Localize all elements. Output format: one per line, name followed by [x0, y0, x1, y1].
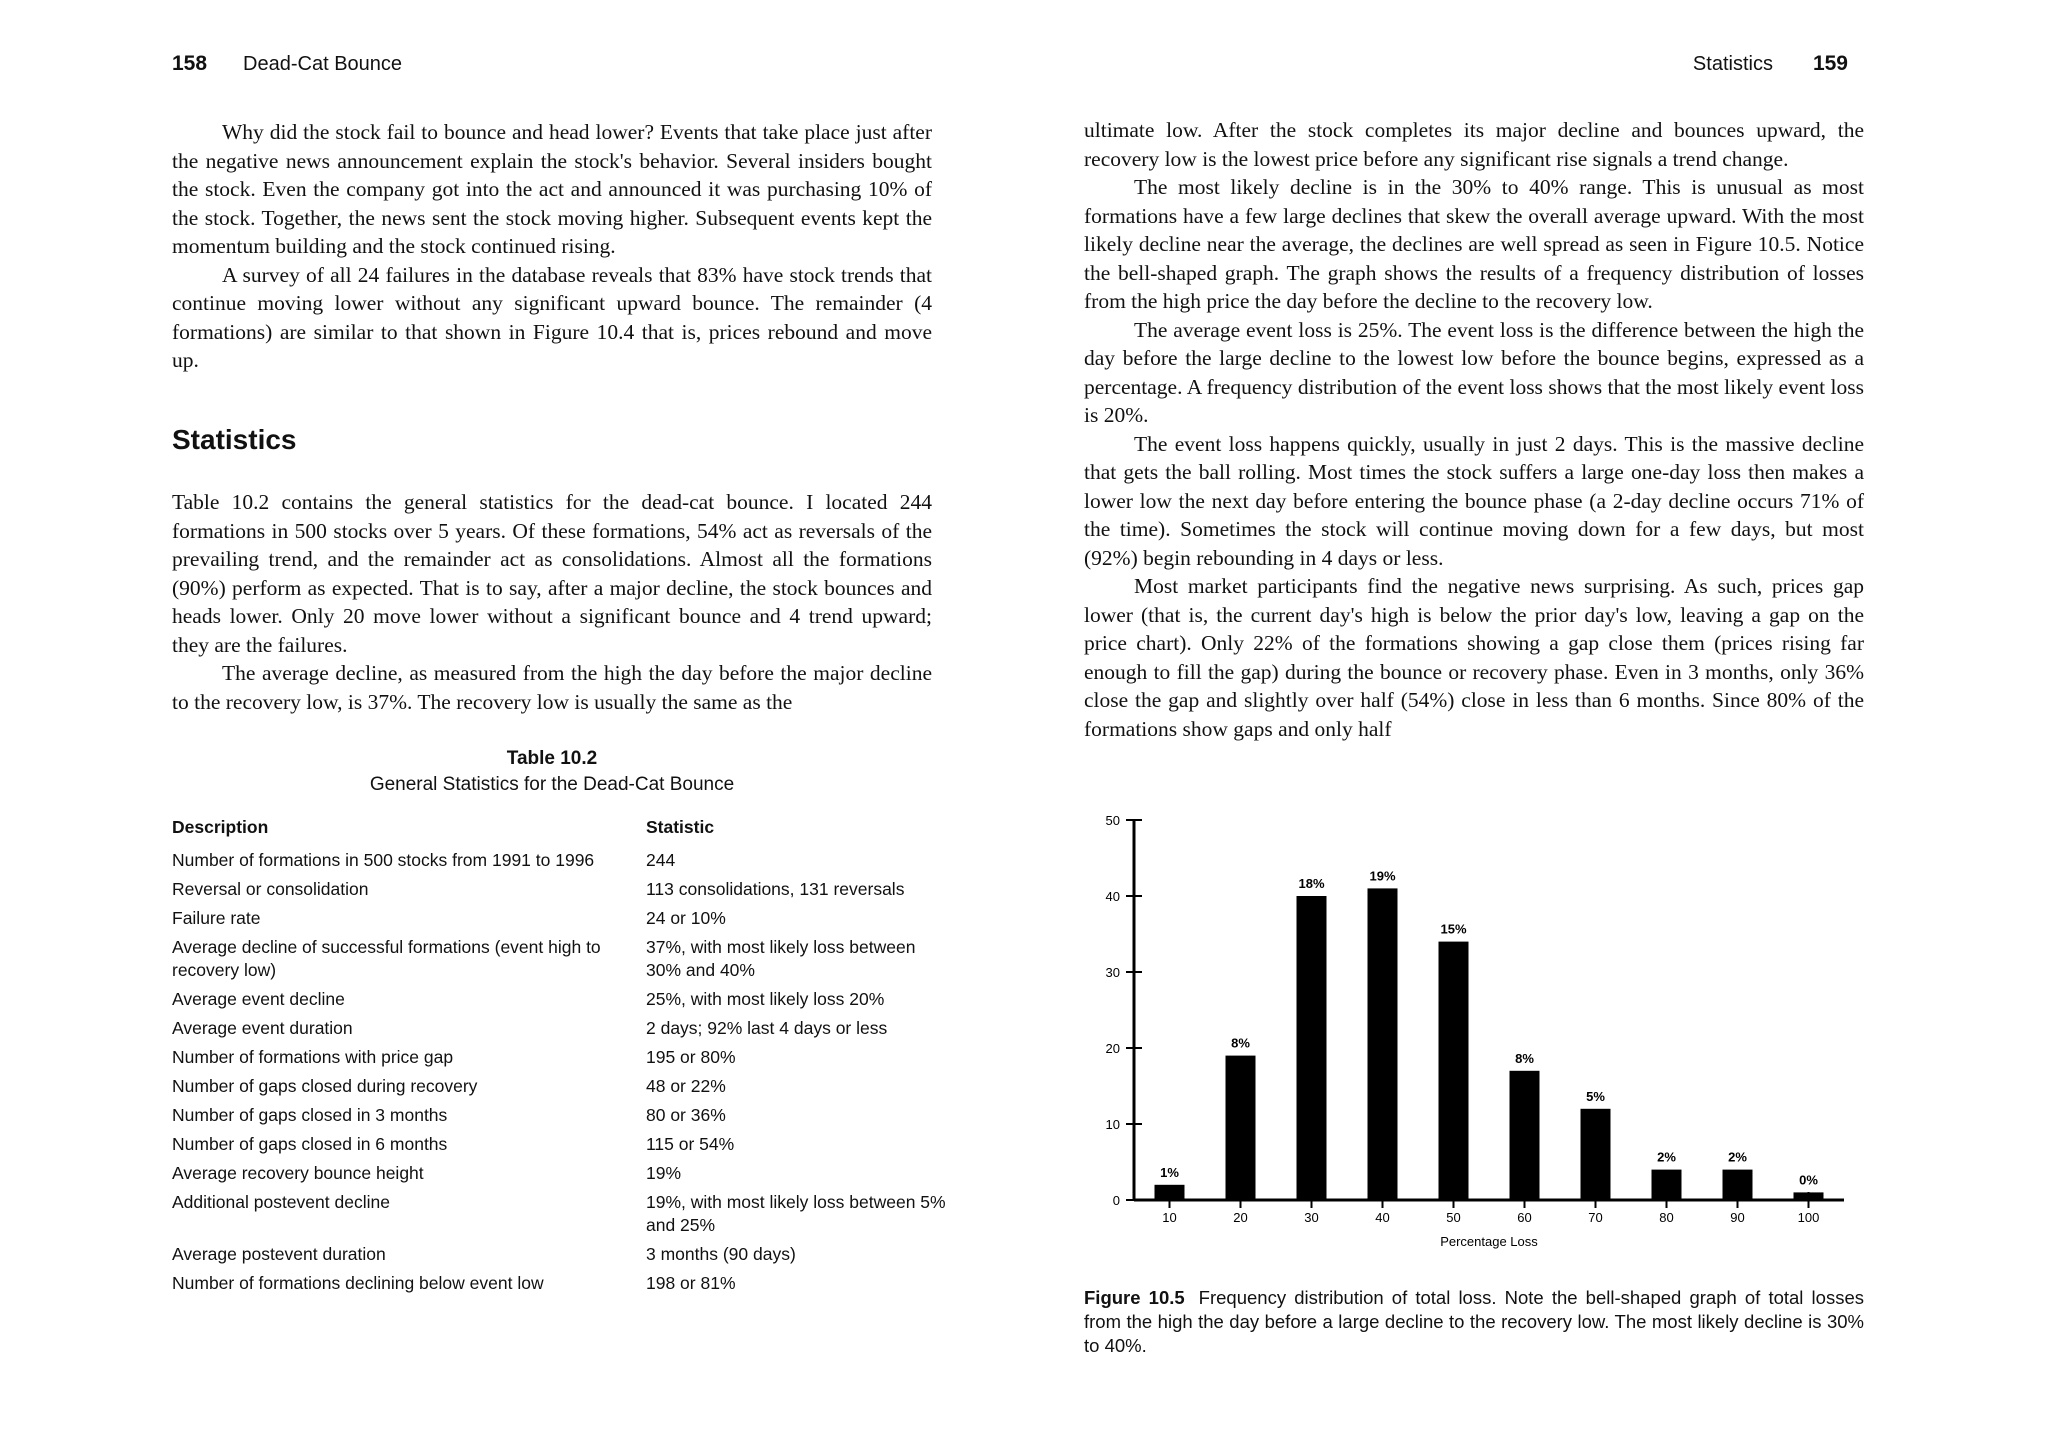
table-title: General Statistics for the Dead-Cat Bounce [369, 774, 735, 795]
row-description: Average event decline [172, 989, 345, 1009]
x-tick-label: 10 [1162, 1210, 1177, 1225]
data-label: 8% [1231, 1035, 1250, 1051]
row-statistic: 19%, with most likely loss between 5% and 25% [646, 1192, 946, 1235]
statistics-table [172, 816, 952, 1301]
paragraph: A survey of all 24 failures in the database reveals that 83% have stock trends that continue moving lower without any significant upward bounce. The remainder (4 formations) are similar to that shown in Figure 10.4 that is, prices rebound and move up. [172, 262, 932, 372]
row-description: Reversal or consolidation [172, 879, 369, 899]
statistics-text [172, 488, 932, 716]
row-statistic: 3 months (90 days) [646, 1244, 796, 1264]
bar [1581, 1109, 1611, 1200]
row-statistic: 80 or 36% [646, 1105, 726, 1125]
row-description: Number of formations declining below event low [172, 1273, 544, 1293]
x-axis-title: Percentage Loss [1440, 1234, 1538, 1249]
column-header-description: Description [172, 817, 269, 837]
bar-chart [1074, 800, 1874, 1260]
row-statistic: 115 or 54% [646, 1134, 735, 1154]
row-statistic: 195 or 80% [646, 1047, 736, 1067]
y-tick-label: 10 [1105, 1117, 1120, 1132]
table-row [172, 907, 952, 930]
right-running-head [1693, 52, 1848, 76]
right-page [1024, 0, 2048, 1448]
bar [1226, 1056, 1256, 1200]
row-statistic: 37%, with most likely loss between 30% and 40% [646, 937, 916, 980]
table-row [172, 1162, 952, 1185]
y-tick-label: 20 [1105, 1041, 1120, 1056]
right-running-title: Statistics [1692, 53, 1773, 75]
x-tick-label: 90 [1730, 1210, 1745, 1225]
row-statistic: 113 consolidations, 131 reversals [646, 879, 905, 899]
data-label: 2% [1728, 1149, 1747, 1165]
right-body-text [1084, 116, 1864, 743]
figure-caption [1084, 1286, 1864, 1358]
paragraph: Most market participants find the negative news surprising. As such, prices gap lower (that is, the current day's high is below the prior day's low, leaving a gap on the price chart). Only 22% of the formations showing a gap close them (prices rising far enough to fill the gap) during the bounce or recovery phase. Even in 3 months, only 36% close the gap and slightly over half (54%) close in less than 6 months. Since 80% of the formations show gaps and only half [1084, 574, 1864, 741]
bar [1439, 942, 1469, 1200]
frequency-distribution-figure [1074, 800, 1874, 1260]
table-row [172, 1017, 952, 1040]
row-statistic: 198 or 81% [646, 1273, 736, 1293]
bar [1368, 888, 1398, 1200]
left-page-number: 158 [172, 52, 208, 75]
row-statistic: 48 or 22% [646, 1076, 726, 1096]
x-tick-label: 50 [1446, 1210, 1461, 1225]
row-description: Number of formations with price gap [172, 1047, 454, 1067]
table-row [172, 1272, 952, 1295]
figure-number: Figure 10.5 [1084, 1287, 1185, 1308]
row-description: Number of gaps closed in 6 months [172, 1134, 448, 1154]
x-tick-label: 30 [1304, 1210, 1319, 1225]
row-description: Number of gaps closed during recovery [172, 1076, 478, 1096]
bar [1510, 1071, 1540, 1200]
table-row [172, 878, 952, 901]
paragraph: ultimate low. After the stock completes its major decline and bounces upward, the recovery low is the lowest price before any significant rise signals a trend change. [1084, 118, 1864, 171]
table-row [172, 1104, 952, 1127]
left-running-title: Dead-Cat Bounce [243, 53, 403, 75]
data-label: 15% [1440, 921, 1467, 937]
data-label: 0% [1799, 1172, 1818, 1188]
left-intro-text [172, 118, 932, 375]
row-statistic: 24 or 10% [646, 908, 726, 928]
x-tick-label: 20 [1233, 1210, 1248, 1225]
section-heading: Statistics [172, 424, 297, 455]
table-row [172, 1075, 952, 1098]
x-tick-label: 60 [1517, 1210, 1532, 1225]
row-description: Number of formations in 500 stocks from 1991 to 1996 [172, 850, 595, 870]
data-label: 18% [1298, 876, 1325, 891]
paragraph: The average event loss is 25%. The event loss is the difference between the high the day before the large decline to the lowest low before the bounce begins, expressed as a percentage. A frequency distribution of the event loss shows that the most likely event loss is 20%. [1084, 317, 1864, 427]
x-tick-label: 100 [1797, 1210, 1820, 1225]
right-page-number: 159 [1812, 52, 1848, 75]
row-statistic: 19% [646, 1163, 682, 1183]
x-tick-label: 80 [1659, 1210, 1674, 1225]
row-description: Average postevent duration [172, 1244, 386, 1264]
data-label: 19% [1369, 868, 1396, 884]
y-tick-label: 0 [1112, 1193, 1120, 1208]
paragraph: Table 10.2 contains the general statistics for the dead-cat bounce. I located 244 formations in 500 stocks over 5 years. Of these formations, 54% act as reversals of the prevailing trend, and the remainder act as consolidations. Almost all the formations (90%) perform as expected. That is to say, after a major decline, the stock bounces and heads lower. Only 20 move lower without a significant bounce and 4 trend upward; they are the failures. [172, 490, 932, 657]
paragraph: The most likely decline is in the 30% to 40% range. This is unusual as most formations have a few large declines that skew the overall average upward. With the most likely decline near the average, the declines are well spread as seen in Figure 10.5. Notice the bell-shaped graph. The graph shows the results of a frequency distribution of losses from the high price the day before the decline to the recovery low. [1084, 175, 1864, 313]
row-description: Number of gaps closed in 3 months [172, 1105, 448, 1125]
row-statistic: 244 [646, 850, 676, 870]
table-row [172, 1046, 952, 1069]
paragraph: The average decline, as measured from the high the day before the major decline to the recovery low, is 37%. The recovery low is usually the same as the [172, 661, 932, 714]
bar [1297, 896, 1327, 1200]
y-tick-label: 50 [1105, 813, 1120, 828]
paragraph: The event loss happens quickly, usually in just 2 days. This is the massive decline that gets the ball rolling. Most times the stock suffers a large one-day loss then makes a lower low the next day before entering the bounce phase (a 2-day decline occurs 71% of the time). Sometimes the stock will continue moving down for a few days, but most (92%) begin rebounding in 4 days or less. [1084, 431, 1864, 570]
row-statistic: 25%, with most likely loss 20% [646, 989, 885, 1009]
y-tick-label: 40 [1105, 889, 1120, 904]
figure-caption-text: Frequency distribution of total loss. Note the bell-shaped graph of total losses from the high the day before a large decline to the recovery low. The most likely decline is 30% to 40%. [1084, 1287, 1864, 1356]
column-header-statistic: Statistic [646, 817, 715, 837]
table-caption [172, 746, 932, 798]
data-label: 1% [1160, 1164, 1179, 1180]
row-description: Average event duration [172, 1018, 353, 1038]
table-row [172, 1133, 952, 1156]
x-tick-label: 40 [1375, 1210, 1390, 1225]
table-number: Table 10.2 [506, 748, 598, 769]
left-running-head [172, 52, 402, 76]
row-description: Average recovery bounce height [172, 1163, 424, 1183]
data-label: 5% [1586, 1088, 1605, 1104]
table-row [172, 988, 952, 1011]
table-row [172, 936, 952, 982]
data-label: 8% [1515, 1050, 1534, 1066]
table-header [172, 816, 952, 839]
row-description: Additional postevent decline [172, 1192, 390, 1212]
row-description: Failure rate [172, 908, 261, 928]
row-statistic: 2 days; 92% last 4 days or less [646, 1018, 888, 1038]
row-description: Average decline of successful formations (event high to recovery low) [172, 937, 601, 980]
table-row [172, 1243, 952, 1266]
y-tick-label: 30 [1105, 965, 1120, 980]
table-row [172, 849, 952, 872]
table-row [172, 1191, 952, 1237]
paragraph: Why did the stock fail to bounce and head lower? Events that take place just after the negative news announcement explain the stock's behavior. Several insiders bought the stock. Even the company got into the act and announced it was purchasing 10% of the stock. Together, the news sent the stock moving higher. Subsequent events kept the momentum building and the stock continued rising. [172, 120, 932, 258]
x-tick-label: 70 [1588, 1210, 1603, 1225]
data-label: 2% [1657, 1149, 1676, 1165]
